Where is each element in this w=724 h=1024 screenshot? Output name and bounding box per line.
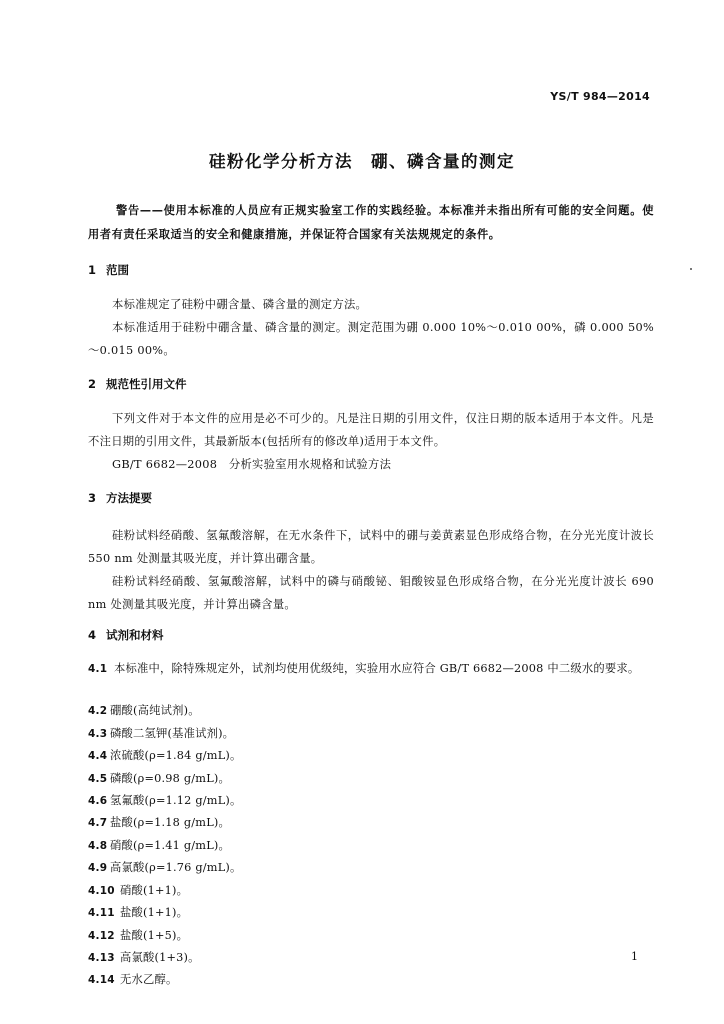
item-text: 硼酸(高纯试剂)。 <box>110 704 200 717</box>
list-item-4-4 <box>88 744 654 768</box>
item-number: 4.6 <box>88 795 108 807</box>
list-item-4-14 <box>88 968 654 992</box>
standard-number: YS/T 984—2014 <box>550 90 650 103</box>
list-item-4-11 <box>88 901 654 925</box>
section-3-heading <box>88 490 152 506</box>
item-text: 盐酸(ρ=1.18 g/mL)。 <box>110 816 231 829</box>
list-item-4-1 <box>88 657 654 681</box>
item-number: 4.7 <box>88 817 108 829</box>
item-number: 4.2 <box>88 705 108 717</box>
list-item-4-9 <box>88 856 654 880</box>
item-text: 高氯酸(1+3)。 <box>120 951 200 964</box>
section-title: 方法提要 <box>106 491 152 505</box>
item-number: 4.13 <box>88 952 115 964</box>
section-number: 4 <box>88 628 97 642</box>
section-1-heading <box>88 262 129 278</box>
list-item-4-12 <box>88 924 654 948</box>
list-item-4-3 <box>88 722 654 746</box>
item-text: 无水乙醇。 <box>120 973 178 986</box>
item-text: 硝酸(1+1)。 <box>120 884 189 897</box>
section-2-heading <box>88 376 187 392</box>
section-2-paragraph-1: 下列文件对于本文件的应用是必不可少的。凡是注日期的引用文件，仅注日期的版本适用于本文件。凡是不注日期的引用文件，其最新版本(包括所有的修改单)适用于本文件。 <box>88 412 654 448</box>
section-number: 1 <box>88 263 97 277</box>
item-text: 盐酸(1+5)。 <box>120 929 189 942</box>
section-number: 2 <box>88 377 97 391</box>
item-text: 盐酸(1+1)。 <box>120 906 189 919</box>
item-number: 4.3 <box>88 728 108 740</box>
section-1-paragraph-2: 本标准适用于硅粉中硼含量、磷含量的测定。测定范围为硼 0.000 10%～0.010 00%，磷 0.000 50%～0.015 00%。 <box>88 321 654 357</box>
warning-paragraph: 警告——使用本标准的人员应有正规实验室工作的实践经验。本标准并未指出所有可能的安全问题。使用者有责任采取适当的安全和健康措施，并保证符合国家有关法规规定的条件。 <box>88 204 654 241</box>
list-item-4-13 <box>88 946 654 970</box>
item-number: 4.5 <box>88 773 108 785</box>
section-title: 范围 <box>106 263 129 277</box>
list-item-4-5 <box>88 767 654 791</box>
list-item-4-7 <box>88 811 654 835</box>
scan-artifact-dot <box>690 268 692 270</box>
list-item-4-10 <box>88 879 654 903</box>
item-number: 4.9 <box>88 862 108 874</box>
item-number: 4.1 <box>88 663 108 675</box>
item-number: 4.4 <box>88 750 108 762</box>
section-number: 3 <box>88 491 97 505</box>
item-number: 4.8 <box>88 840 108 852</box>
document-title: 硅粉化学分析方法 硼、磷含量的测定 <box>209 152 515 171</box>
item-number: 4.11 <box>88 907 115 919</box>
item-text: 氢氟酸(ρ=1.12 g/mL)。 <box>110 794 242 807</box>
item-number: 4.12 <box>88 930 115 942</box>
item-text: 高氯酸(ρ=1.76 g/mL)。 <box>110 861 242 874</box>
item-text: 本标准中，除特殊规定外，试剂均使用优级纯，实验用水应符合 GB/T 6682—2008 中二级水的要求。 <box>114 662 640 675</box>
item-text: 磷酸二氢钾(基准试剂)。 <box>110 727 235 740</box>
list-item-4-8 <box>88 834 654 858</box>
section-3-paragraph-2: 硅粉试料经硝酸、氢氟酸溶解，试料中的磷与硝酸铋、钼酸铵显色形成络合物，在分光光度计波长 690 nm 处测量其吸光度，并计算出磷含量。 <box>88 575 654 611</box>
section-title: 试剂和材料 <box>106 628 164 642</box>
section-1-paragraph-1: 本标准规定了硅粉中硼含量、磷含量的测定方法。 <box>112 298 368 311</box>
item-number: 4.14 <box>88 974 115 986</box>
item-text: 浓硫酸(ρ=1.84 g/mL)。 <box>110 749 242 762</box>
page-number: 1 <box>631 950 638 963</box>
item-number: 4.10 <box>88 885 115 897</box>
list-item-4-6 <box>88 789 654 813</box>
section-2-reference: GB/T 6682—2008 分析实验室用水规格和试验方法 <box>112 458 392 471</box>
item-text: 硝酸(ρ=1.41 g/mL)。 <box>110 839 231 852</box>
section-4-heading <box>88 627 164 643</box>
list-item-4-2 <box>88 699 654 723</box>
section-title: 规范性引用文件 <box>106 377 187 391</box>
section-3-paragraph-1: 硅粉试料经硝酸、氢氟酸溶解，在无水条件下，试料中的硼与姜黄素显色形成络合物，在分光光度计波长 550 nm 处测量其吸光度，并计算出硼含量。 <box>88 529 654 565</box>
item-text: 磷酸(ρ=0.98 g/mL)。 <box>110 772 231 785</box>
